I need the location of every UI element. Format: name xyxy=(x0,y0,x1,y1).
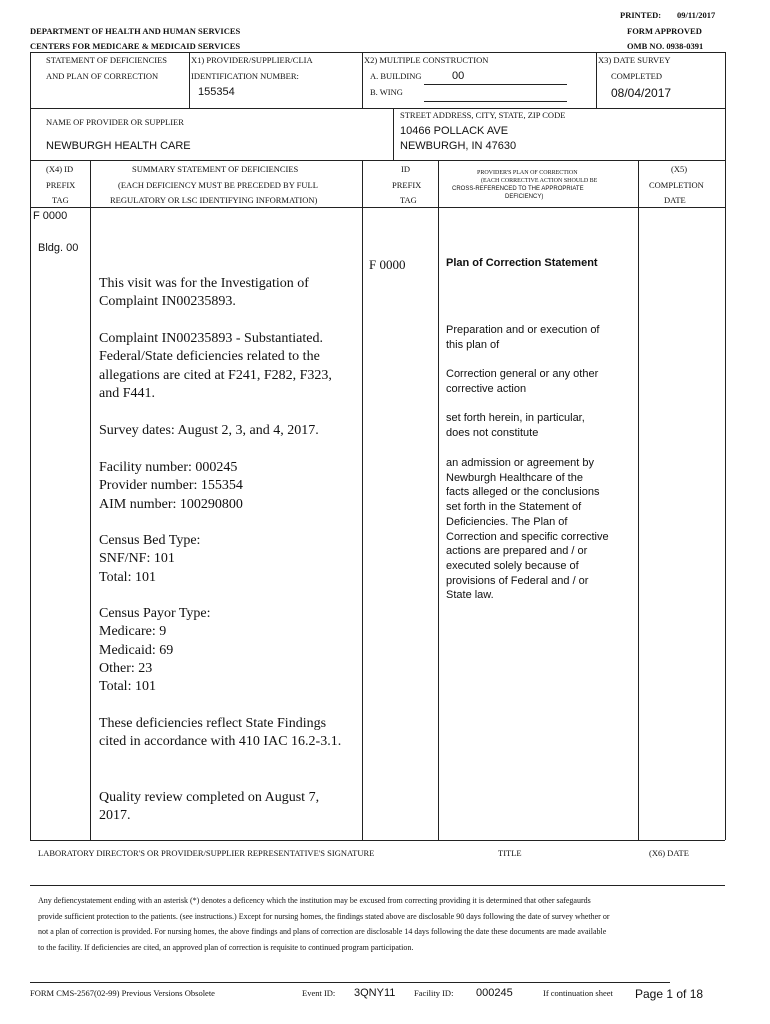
x5-header-3: DATE xyxy=(664,195,686,205)
building-tag: Bldg. 00 xyxy=(38,242,79,254)
poc-header-2: (EACH CORRECTIVE ACTION SHOULD BE xyxy=(481,178,598,184)
summary-paragraph-6: Census Payor Type: Medicare: 9 Medicaid: 69 Other: 23 Total: 101 xyxy=(99,606,211,695)
address-label: STREET ADDRESS, CITY, STATE, ZIP CODE xyxy=(400,110,566,120)
poc-paragraph-4: an admission or agreement by Newburgh Healthcare of the facts alleged or the conclusions set forth in the Statement of Deficiencies. The Plan of Correction and specific corrective actions are prepared and / or executed solely because of provisions of Federal and / or State law. xyxy=(446,457,609,602)
id-header-2: PREFIX xyxy=(392,180,422,190)
x4-header-2: PREFIX xyxy=(46,180,76,190)
printed-date: 09/11/2017 xyxy=(677,10,716,20)
event-id-label: Event ID: xyxy=(302,988,336,998)
id-header-1: ID xyxy=(401,164,410,174)
poc-header-3: CROSS-REFERENCED TO THE APPROPRIATE xyxy=(452,186,584,192)
signature-date-label: (X6) DATE xyxy=(649,848,689,858)
facility-id-value: 000245 xyxy=(476,987,513,999)
summary-header-2: (EACH DEFICIENCY MUST BE PRECEDED BY FULL xyxy=(118,180,318,190)
poc-paragraph-2: Correction general or any other corrective action xyxy=(446,368,599,395)
page-number: Page 1 of 18 xyxy=(635,987,704,1001)
summary-header-1: SUMMARY STATEMENT OF DEFICIENCIES xyxy=(132,164,299,174)
right-prefix-tag: F 0000 xyxy=(369,257,406,272)
left-prefix-tag: F 0000 xyxy=(33,210,68,222)
wing-label: B. WING xyxy=(370,87,403,97)
continuation-label: If continuation sheet xyxy=(543,988,613,998)
form-approved: FORM APPROVED xyxy=(627,26,702,36)
address-line-2: NEWBURGH, IN 47630 xyxy=(400,140,517,152)
x5-header-1: (X5) xyxy=(671,164,688,174)
facility-id-label: Facility ID: xyxy=(414,988,454,998)
building-value: 00 xyxy=(452,70,465,82)
signature-label: LABORATORY DIRECTOR'S OR PROVIDER/SUPPLIER REPRESENTATIVE'S SIGNATURE xyxy=(38,848,375,858)
statement-label-1: STATEMENT OF DEFICIENCIES xyxy=(46,55,168,65)
poc-header-4: DEFICIENCY) xyxy=(505,194,544,200)
multiple-construction-label: X2) MULTIPLE CONSTRUCTION xyxy=(364,55,489,65)
x4-header-3: TAG xyxy=(52,195,69,205)
x5-header-2: COMPLETION xyxy=(649,180,704,190)
provider-id-label-2: IDENTIFICATION NUMBER: xyxy=(191,71,299,81)
date-survey-label-1: X3) DATE SURVEY xyxy=(598,55,671,65)
summary-paragraph-7: These deficiencies reflect State Findings cited in accordance with 410 IAC 16.2-3.1. xyxy=(99,716,342,750)
department-name: DEPARTMENT OF HEALTH AND HUMAN SERVICES xyxy=(30,26,241,36)
statement-label-2: AND PLAN OF CORRECTION xyxy=(46,71,159,81)
summary-paragraph-1: This visit was for the Investigation of Complaint IN00235893. xyxy=(99,276,309,310)
disclaimer-text: Any defiencystatement ending with an asterisk (*) denotes a deficency which the institution may be excused from correcting providing it is determined that other safegaurds provide sufficient protection to the patients. (see instructions.) Except for nursing homes, the findings stated above are disclosable 90 days following the date of survey whether or not a plan of correction is provided. For nursing homes, the above findings and plans of correction are disclosable 14 days following the date these documents are made available to the facility. If deficiencies are cited, an approved plan of correction is requisite to continued program participation. xyxy=(38,896,610,952)
id-header-3: TAG xyxy=(400,195,417,205)
poc-header-1: PROVIDER'S PLAN OF CORRECTION xyxy=(477,170,578,176)
event-id-value: 3QNY11 xyxy=(354,987,396,999)
provider-name-value: NEWBURGH HEALTH CARE xyxy=(46,140,191,152)
signature-title-label: TITLE xyxy=(498,848,522,858)
form-number: FORM CMS-2567(02-99) Previous Versions Obsolete xyxy=(30,988,215,998)
x4-header-1: (X4) ID xyxy=(46,164,74,174)
poc-paragraph-3: set forth herein, in particular, does not constitute xyxy=(446,412,585,439)
omb-number: OMB NO. 0938-0391 xyxy=(627,41,704,51)
printed-label: PRINTED: xyxy=(620,10,662,20)
provider-name-label: NAME OF PROVIDER OR SUPPLIER xyxy=(46,117,184,127)
address-line-1: 10466 POLLACK AVE xyxy=(400,125,509,137)
summary-header-3: REGULATORY OR LSC IDENTIFYING INFORMATION) xyxy=(110,195,318,205)
poc-title: Plan of Correction Statement xyxy=(446,257,598,269)
summary-paragraph-4: Facility number: 000245 Provider number: 155354 AIM number: 100290800 xyxy=(99,460,243,512)
summary-paragraph-2: Complaint IN00235893 - Substantiated. Federal/State deficiencies related to the allegations are cited at F241, F282, F323, and F441. xyxy=(99,331,332,401)
summary-paragraph-8: Quality review completed on August 7, 2017. xyxy=(99,790,320,824)
poc-paragraph-1: Preparation and or execution of this plan of xyxy=(446,324,600,351)
summary-paragraph-3: Survey dates: August 2, 3, and 4, 2017. xyxy=(99,423,319,438)
centers-name: CENTERS FOR MEDICARE & MEDICAID SERVICES xyxy=(30,41,241,51)
provider-id-label-1: X1) PROVIDER/SUPPLIER/CLIA xyxy=(191,55,313,65)
date-survey-label-2: COMPLETED xyxy=(611,71,662,81)
provider-id-value: 155354 xyxy=(198,86,235,98)
building-label: A. BUILDING xyxy=(370,71,422,81)
summary-paragraph-5: Census Bed Type: SNF/NF: 101 Total: 101 xyxy=(99,533,201,585)
date-survey-value: 08/04/2017 xyxy=(611,86,672,100)
